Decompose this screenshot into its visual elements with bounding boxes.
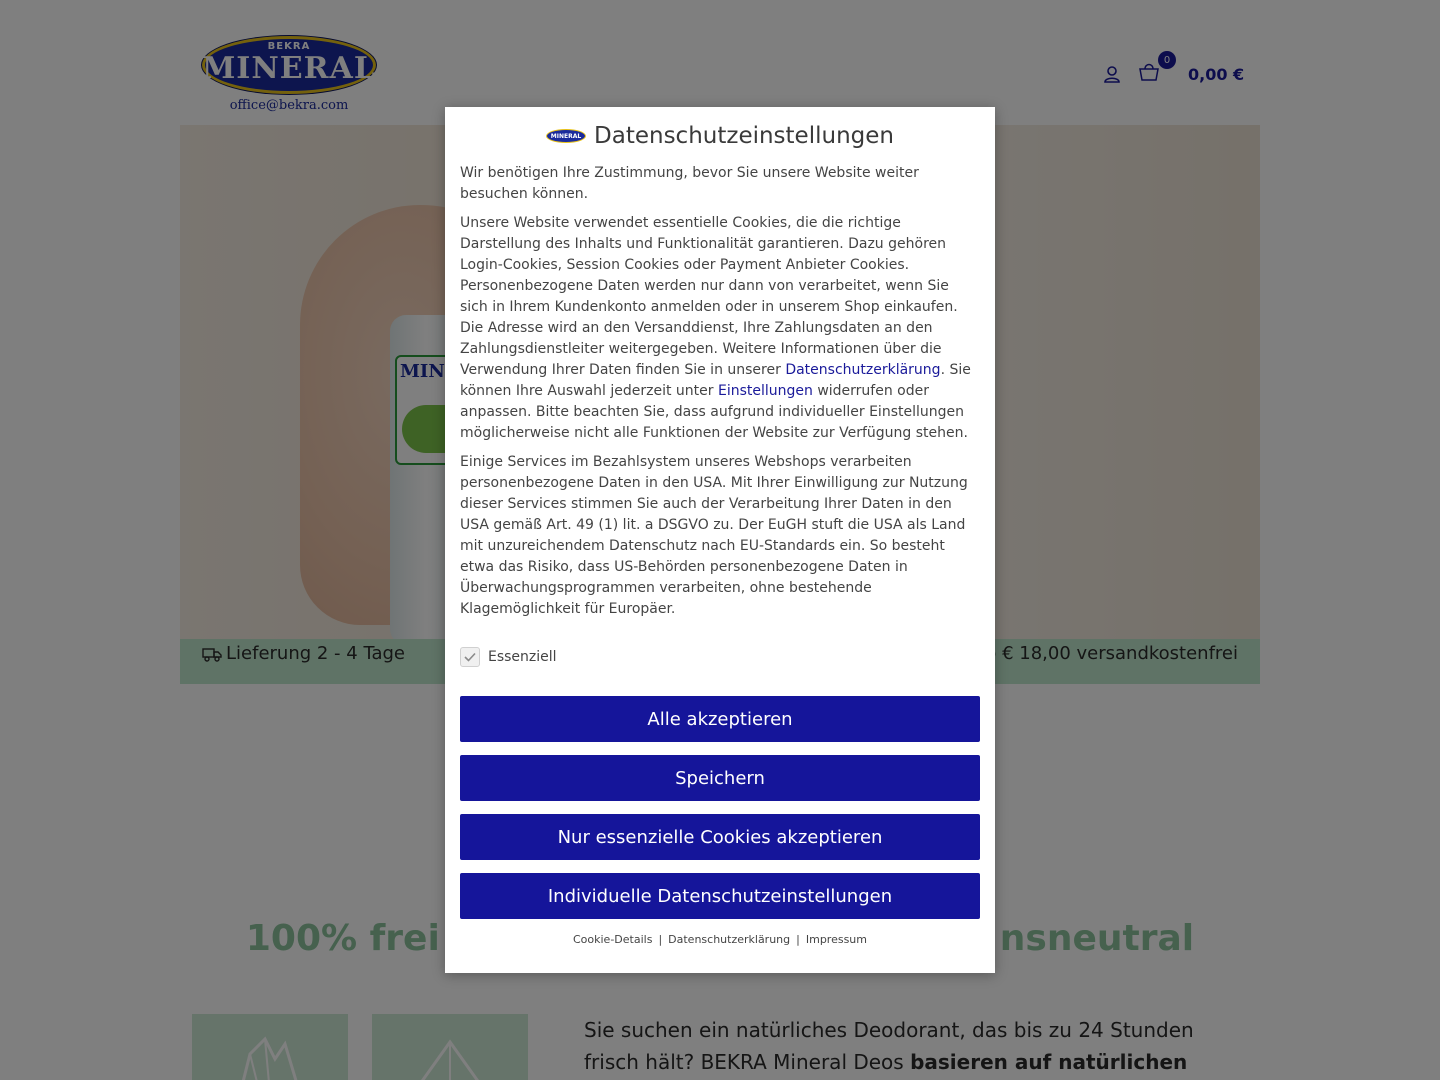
- essential-checkbox-label: Essenziell: [488, 649, 557, 665]
- save-button[interactable]: Speichern: [460, 755, 980, 801]
- imprint-link[interactable]: Impressum: [805, 933, 867, 946]
- cookie-details-link[interactable]: Cookie-Details: [572, 933, 653, 946]
- settings-link[interactable]: Einstellungen: [717, 383, 813, 399]
- footer-separator: |: [658, 933, 663, 946]
- privacy-settings-modal: [445, 107, 995, 973]
- modal-intro: Wir benötigen Ihre Zustimmung, bevor Sie unsere Website weiter besuchen können.: [460, 165, 919, 202]
- modal-logo: MINERAL: [546, 129, 586, 143]
- privacy-policy-link[interactable]: Datenschutzerklärung: [785, 362, 941, 378]
- modal-paragraph-cookies: [460, 213, 980, 444]
- essential-checkbox[interactable]: [460, 647, 480, 667]
- modal-title: Datenschutzeinstellungen: [594, 123, 894, 149]
- modal-header: [460, 107, 980, 163]
- footer-separator: |: [796, 933, 800, 946]
- modal-footer-links: [460, 933, 980, 946]
- checkmark-icon: [464, 652, 476, 662]
- accept-all-button[interactable]: Alle akzeptieren: [460, 696, 980, 742]
- paragraph-text-b: . Sie können Ihre Auswahl jederzeit unter: [460, 362, 971, 399]
- paragraph-text-a: Unsere Website verwendet essentielle Cookies, die die richtige Darstellung des Inhalts und Funktionalität garantieren. Dazu gehören Login-Cookies, Session Cookies oder Payment Anbieter Cookies. Personenbezogene Daten werden nur dann von verarbeitet, wenn Sie sich in Ihrem Kundenkonto anmelden oder in unserem Shop einkaufen. Die Adresse wird an den Versanddienst, Ihre Zahlungsdaten an den Zahlungsdienstleiter weitergegeben. Weitere Informationen über die Verwendung Ihrer Daten finden Sie in unserer: [460, 215, 958, 378]
- essential-only-button[interactable]: Nur essenzielle Cookies akzeptieren: [460, 814, 980, 860]
- individual-settings-button[interactable]: Individuelle Datenschutzeinstellungen: [460, 873, 980, 919]
- paragraph-text-c: widerrufen oder anpassen. Bitte beachten Sie, dass aufgrund individueller Einstellungen möglicherweise nicht alle Funktionen der Website zur Verfügung stehen.: [460, 383, 968, 441]
- essential-checkbox-row: [460, 647, 980, 667]
- modal-paragraph-usa: Einige Services im Bezahlsystem unseres Webshops verarbeiten personenbezogene Daten in den USA. Mit Ihrer Einwilligung zur Nutzung dieser Services stimmen Sie auch der Verarbeitung Ihrer Daten in den USA gemäß Art. 49 (1) lit. a DSGVO zu. Der EuGH stuft die USA als Land mit unzureichendem Datenschutz nach EU-Standards ein. So besteht etwa das Risiko, dass US-Behörden personenbezogene Daten in Überwachungsprogrammen verarbeiten, ohne bestehende Klagemöglichkeit für Europäer.: [460, 454, 968, 617]
- footer-privacy-link[interactable]: Datenschutzerklärung: [668, 933, 791, 946]
